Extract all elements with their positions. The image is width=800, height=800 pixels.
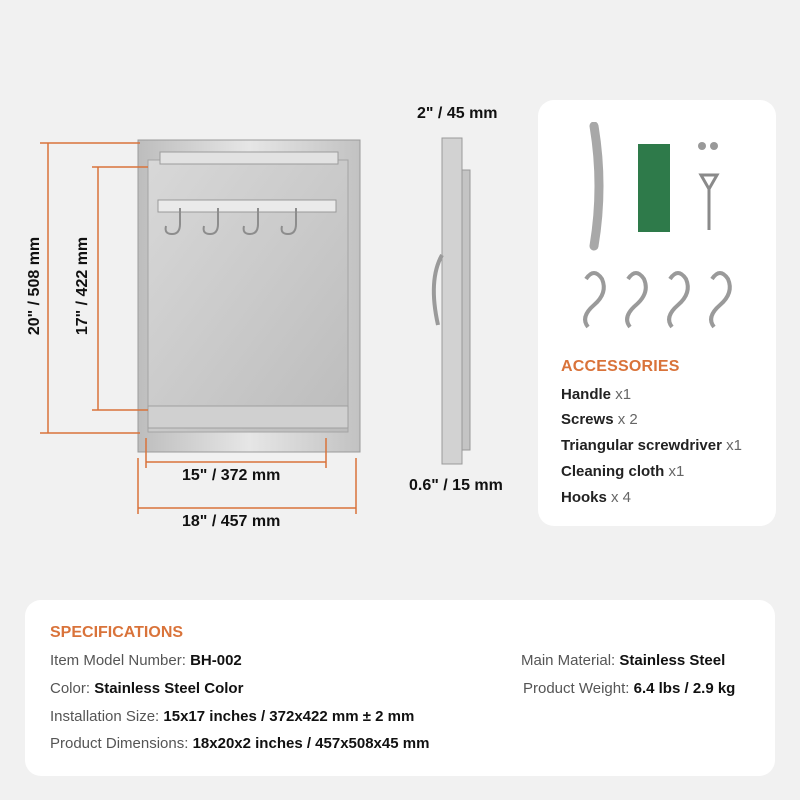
accessory-item: Handle x1 [561,386,632,403]
spec-row-material: Main Material: Stainless Steel [521,652,726,669]
handle-icon [582,122,612,252]
spec-row-model: Item Model Number: BH-002 [50,652,242,669]
accessory-item: Cleaning cloth x1 [561,463,685,480]
hooks-icon [568,265,748,331]
specifications-title: SPECIFICATIONS [50,624,184,641]
thickness-label: 0.6" / 15 mm [409,477,503,494]
spec-row-installation-size: Installation Size: 15x17 inches / 372x422 mm ± 2 mm [50,708,415,725]
screws-icon [696,138,722,154]
spec-row-weight: Product Weight: 6.4 lbs / 2.9 kg [523,680,736,697]
depth-label: 2" / 45 mm [417,105,498,122]
outer-width-label: 18" / 457 mm [182,513,281,530]
outer-height-label: 20" / 508 mm [26,236,43,336]
accessory-item: Triangular screwdriver x1 [561,437,742,454]
accessories-panel [538,100,776,526]
inner-height-label: 17" / 422 mm [74,236,91,336]
inner-width-label: 15" / 372 mm [182,467,281,484]
spec-row-color: Color: Stainless Steel Color [50,680,244,697]
accessory-item: Hooks x 4 [561,489,632,506]
cleaning-cloth-icon [638,144,670,232]
triangular-screwdriver-icon [698,172,720,234]
accessory-item: Screws x 2 [561,411,638,428]
accessories-title: ACCESSORIES [561,358,680,375]
door-side-illustration [420,130,490,475]
specifications-panel [25,600,775,776]
spec-row-product-dimensions: Product Dimensions: 18x20x2 inches / 457x508x45 mm [50,735,430,752]
